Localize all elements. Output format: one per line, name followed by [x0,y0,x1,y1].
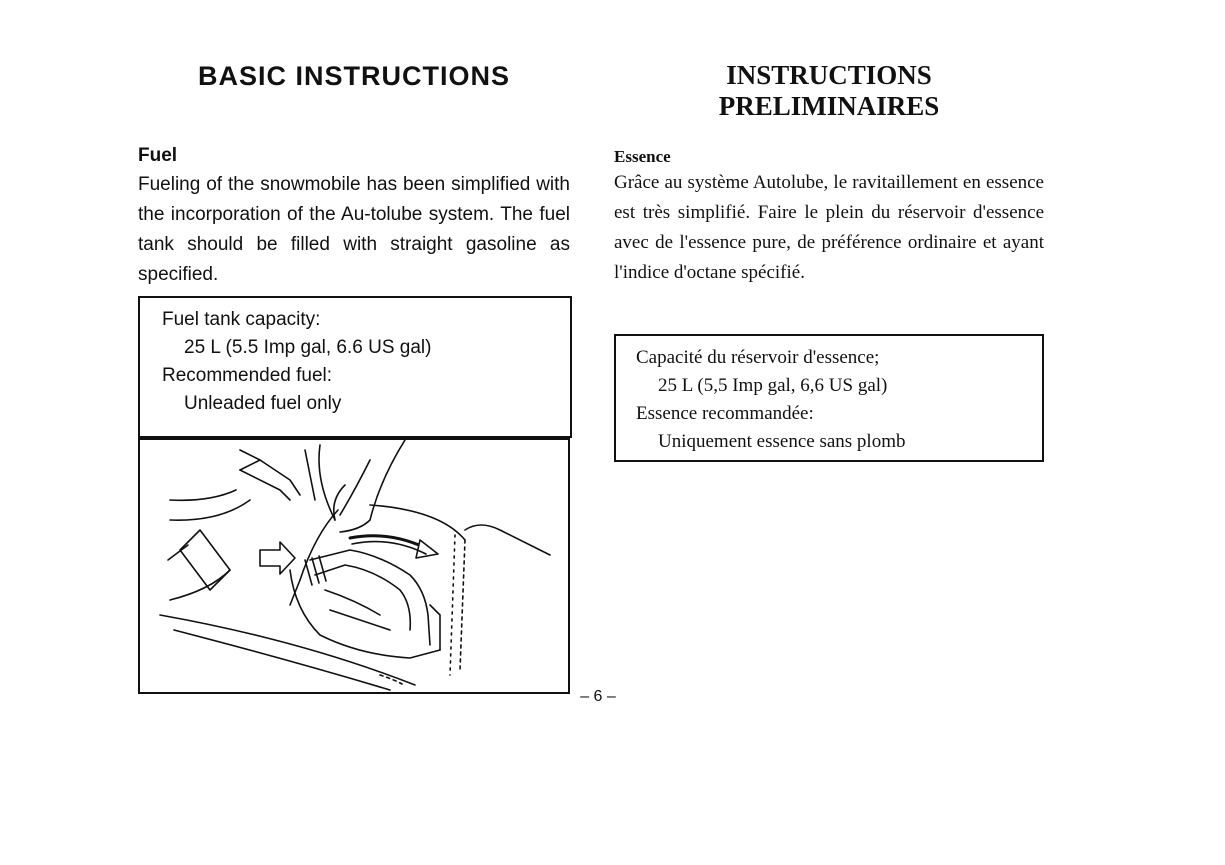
english-column [138,60,570,414]
page-title-french-line2: PRELIMINAIRES [718,91,940,122]
fuel-cap-illustration [138,438,570,694]
fuel-tank-cap-drawing [140,440,568,692]
section-title-essence: Essence [614,147,671,166]
fuel-paragraph-english: Fueling of the snowmobile has been simplified with the incorporation of the Au-tolube system. The fuel tank should be filled with straight gasoline as specified. [138,174,570,285]
page-title-english: BASIC INSTRUCTIONS [197,61,510,91]
fuel-spec-box-english [138,296,572,438]
section-title-fuel: Fuel [138,145,178,166]
recommended-fuel-label: Recommended fuel: [162,365,333,386]
capacity-value: 25 L (5.5 Imp gal, 6.6 US gal) [184,337,432,358]
essence-recommandee-label: Essence recommandée: [636,403,814,424]
capacity-label: Fuel tank capacity: [162,309,321,330]
fuel-paragraph-french: Grâce au système Autolube, le ravitaillement en essence est très simplifié. Faire le plein du réservoir d'essence avec de l'essence pure, de préférence ordinaire et ayant l'indice d'octane spécifié. [614,172,1044,283]
french-column [614,60,1044,452]
recommended-fuel-value: Unleaded fuel only [184,393,342,414]
page-number: – 6 – [580,688,616,705]
essence-recommandee-value: Uniquement essence sans plomb [658,431,906,452]
capacite-value: 25 L (5,5 Imp gal, 6,6 US gal) [658,375,888,396]
page-title-french [614,60,1044,122]
fuel-spec-box-french [614,334,1044,462]
capacite-label: Capacité du réservoir d'essence; [636,347,880,368]
page-title-french-line1: INSTRUCTIONS [726,60,932,90]
